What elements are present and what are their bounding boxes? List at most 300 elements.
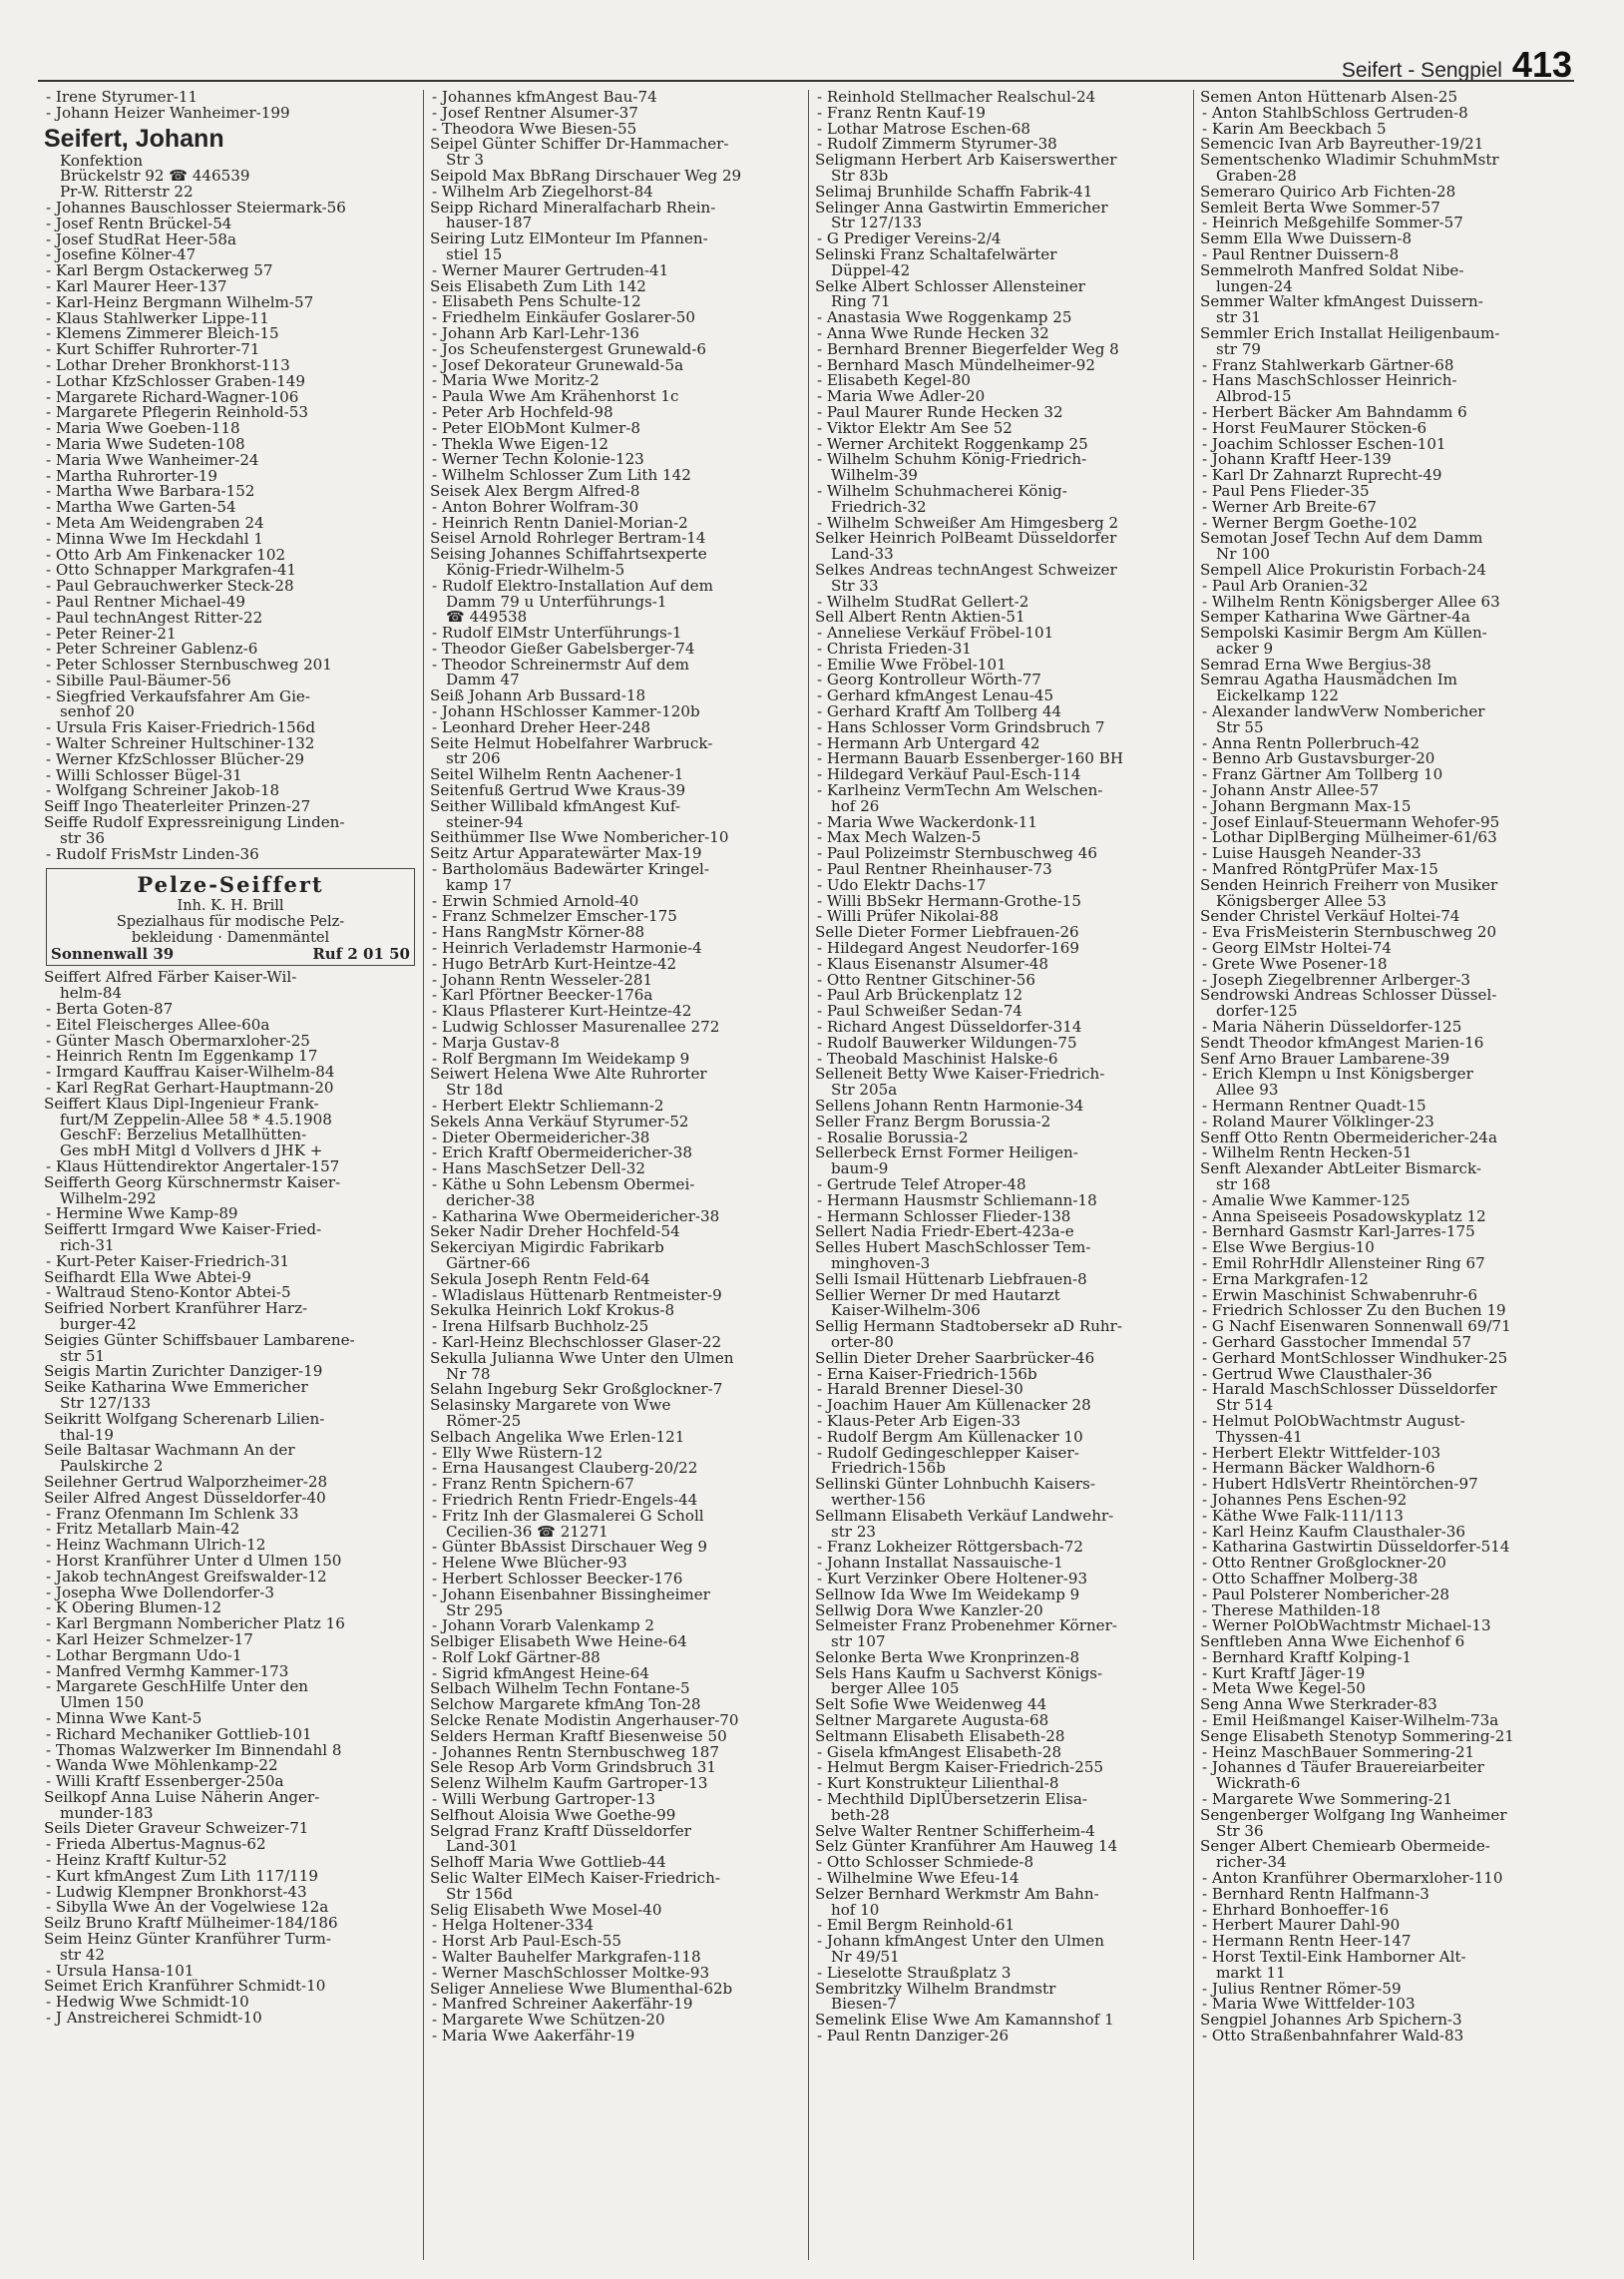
directory-entry: - Thomas Walzwerker Im Binnendahl 8 xyxy=(44,1743,417,1759)
directory-entry: - Josef Dekorateur Grunewald-5a xyxy=(430,358,802,374)
directory-entry: - Johann Anstr Allee-57 xyxy=(1200,783,1572,799)
directory-entry: Sellnow Ida Wwe Im Weidekamp 9 xyxy=(815,1585,1080,1603)
directory-entry: Seising Johannes Schiffahrtsexperte xyxy=(430,545,707,564)
entry-continuation: Str 33 xyxy=(831,576,879,595)
directory-entry: - Paul technAngest Ritter-22 xyxy=(44,611,417,627)
directory-entry: Seigis Martin Zurichter Danziger-19 xyxy=(44,1362,323,1381)
directory-entry: - Amalie Wwe Kammer-125 xyxy=(1200,1193,1572,1209)
directory-entry: - Emil Bergm Reinhold-61 xyxy=(815,1918,1187,1934)
directory-entry: - Theodor Gießer Gabelsberger-74 xyxy=(430,642,802,658)
directory-entry: - Bernhard Kraftf Kolping-1 xyxy=(1200,1650,1572,1666)
entry-continuation: Wilhelm-292 xyxy=(60,1188,157,1207)
directory-entry: - Heinrich Meßgehilfe Sommer-57 xyxy=(1200,216,1572,231)
directory-entry: - Wilhelm Schuhmacherei König- xyxy=(815,484,1187,500)
directory-entry: - Leonhard Dreher Heer-248 xyxy=(430,720,802,736)
directory-entry: Selli Ismail Hüttenarb Liebfrauen-8 xyxy=(815,1269,1087,1288)
directory-entry: - Karl-Heinz Blechschlosser Glaser-22 xyxy=(430,1335,802,1351)
directory-entry: Seitz Artur Apparatewärter Max-19 xyxy=(430,844,702,863)
directory-entry: - Rudolf Elektro-Installation Auf dem xyxy=(430,579,802,595)
ad-title: Pelze-Seiffert xyxy=(137,872,324,898)
directory-entry: - Hans MaschSetzer Dell-32 xyxy=(430,1161,802,1177)
directory-entry: Semelink Elise Wwe Am Kamannshof 1 xyxy=(815,2011,1114,2030)
directory-entry: - Willi Schlosser Bügel-31 xyxy=(44,768,417,784)
directory-entry: - Rudolf Bergm Am Küllenacker 10 xyxy=(815,1430,1187,1446)
directory-entry: - Paul Polsterer Nombericher-28 xyxy=(1200,1588,1572,1603)
directory-entry: - Sibylla Wwe An der Vogelwiese 12a xyxy=(44,1900,417,1916)
directory-entry: - Gertrud Wwe Clausthaler-36 xyxy=(1200,1367,1572,1383)
directory-entry: - Hermann Rentn Heer-147 xyxy=(1200,1934,1572,1950)
directory-entry: - Paul Arb Brückenplatz 12 xyxy=(815,988,1187,1004)
directory-entry: - Franz Ofenmann Im Schlenk 33 xyxy=(44,1507,417,1523)
entry-continuation: Gärtner-66 xyxy=(446,1253,531,1272)
directory-entry: - Katharina Gastwirtin Düsseldorfer-514 xyxy=(1200,1540,1572,1556)
entry-continuation: str 168 xyxy=(1216,1174,1271,1193)
directory-entry: - Josef StudRat Heer-58a xyxy=(44,232,417,248)
entry-continuation: Str 127/133 xyxy=(831,214,923,232)
directory-entry: - Johann Kraftf Heer-139 xyxy=(1200,452,1572,468)
directory-entry: - Franz Rentn Spichern-67 xyxy=(430,1477,802,1493)
directory-entry: - Otto Arb Am Finkenacker 102 xyxy=(44,548,417,564)
entry-continuation: Str 514 xyxy=(1216,1396,1274,1415)
ad-owner: Inh. K. H. Brill xyxy=(177,898,284,915)
directory-entry: - Emil RohrHdlr Allensteiner Ring 67 xyxy=(1200,1256,1572,1272)
directory-entry: Selkes Andreas technAngest Schweizer xyxy=(815,560,1117,579)
directory-entry: - Peter Reiner-21 xyxy=(44,627,417,643)
directory-entry: - Marja Gustav-8 xyxy=(430,1036,802,1052)
directory-entry: - J Anstreicherei Schmidt-10 xyxy=(44,2011,417,2027)
directory-entry: Sekulla Julianna Wwe Unter den Ulmen xyxy=(430,1348,734,1367)
directory-entry: Seile Baltasar Wachmann An der xyxy=(44,1441,295,1460)
entry-continuation: Albrod-15 xyxy=(1216,387,1292,406)
directory-entry: - Mechthild DiplÜbersetzerin Elisa- xyxy=(815,1792,1187,1808)
entry-continuation: str 31 xyxy=(1216,308,1262,327)
directory-entry: - Maria Wwe Moritz-2 xyxy=(430,373,802,389)
directory-entry: - Helmut PolObWachtmstr August- xyxy=(1200,1414,1572,1430)
directory-entry: - Eitel Fleischerges Allee-60a xyxy=(44,1018,417,1034)
directory-entry: - Hermann Bauarb Essenberger-160 BH xyxy=(815,751,1187,767)
directory-entry: - Manfred Schreiner Aakerfähr-19 xyxy=(430,1997,802,2013)
directory-entry: - Josef Rentn Brückel-54 xyxy=(44,217,417,232)
directory-entry: - Johannes Rentn Sternbuschweg 187 xyxy=(430,1745,802,1761)
directory-entry: Sellier Werner Dr med Hautarzt xyxy=(815,1285,1060,1304)
directory-entry: - Paul Pens Flieder-35 xyxy=(1200,484,1572,500)
directory-entry: Seis Elisabeth Zum Lith 142 xyxy=(430,276,646,295)
directory-entry: - Gertrude Telef Atroper-48 xyxy=(815,1177,1187,1193)
directory-entry: Seisek Alex Bergm Alfred-8 xyxy=(430,481,640,500)
directory-entry: Selt Sofie Wwe Weidenweg 44 xyxy=(815,1695,1047,1714)
directory-entry: - Karl Heizer Schmelzer-17 xyxy=(44,1632,417,1648)
entry-continuation: dericher-38 xyxy=(446,1190,536,1209)
directory-entry: - Reinhold Stellmacher Realschul-24 xyxy=(815,90,1187,106)
directory-entry: - Klaus Stahlwerker Lippe-11 xyxy=(44,311,417,327)
directory-entry: Sellens Johann Rentn Harmonie-34 xyxy=(815,1097,1084,1115)
directory-entry: Sengenberger Wolfgang Ing Wanheimer xyxy=(1200,1805,1507,1824)
directory-entry: Seimet Erich Kranführer Schmidt-10 xyxy=(44,1977,326,1996)
directory-entry: Selbach Angelika Wwe Erlen-121 xyxy=(430,1427,685,1446)
directory-entry: - Karl-Heinz Bergmann Wilhelm-57 xyxy=(44,295,417,311)
directory-entry: - Meta Am Weidengraben 24 xyxy=(44,516,417,532)
entry-continuation: Pr-W. Ritterstr 22 xyxy=(60,183,194,202)
directory-entry: Senff Otto Rentn Obermeidericher-24a xyxy=(1200,1128,1498,1146)
directory-entry: Seiwert Helena Wwe Alte Ruhrorter xyxy=(430,1065,707,1084)
directory-entry: - Wilhelm StudRat Gellert-2 xyxy=(815,595,1187,611)
directory-entry: - Martha Ruhrorter-19 xyxy=(44,469,417,485)
entry-continuation: ☎ 449538 xyxy=(446,608,528,627)
entry-continuation: Damm 79 u Unterführungs-1 xyxy=(446,592,667,611)
directory-entry: Seike Katharina Wwe Emmericher xyxy=(44,1378,308,1397)
running-head: Seifert - Sengpiel xyxy=(1341,59,1502,82)
directory-entry: - Kurt Schiffer Ruhrorter-71 xyxy=(44,342,417,358)
directory-column-4 xyxy=(1193,90,1578,2260)
directory-entry: - Karl Bergmann Nombericher Platz 16 xyxy=(44,1616,417,1632)
directory-entry: Senf Arno Brauer Lambarene-39 xyxy=(1200,1049,1450,1068)
directory-column-1 xyxy=(38,90,423,2260)
directory-entry: - Josef Einlauf-Steuermann Wehofer-95 xyxy=(1200,815,1572,831)
directory-entry: - Erna Hausangest Clauberg-20/22 xyxy=(430,1461,802,1477)
directory-entry: - Hans Schlosser Vorm Grindsbruch 7 xyxy=(815,720,1187,736)
directory-entry: - Wilhelm Schlosser Zum Lith 142 xyxy=(430,468,802,484)
directory-entry: - Irena Hilfsarb Buchholz-25 xyxy=(430,1319,802,1335)
directory-entry: - Jos Scheufenstergest Grunewald-6 xyxy=(430,342,802,358)
directory-entry: Semmelroth Manfred Soldat Nibe- xyxy=(1200,260,1464,279)
directory-entry: - Erich Kraftf Obermeidericher-38 xyxy=(430,1145,802,1161)
directory-entry: - Martha Wwe Garten-54 xyxy=(44,500,417,516)
directory-entry: - Maria Wwe Aakerfähr-19 xyxy=(430,2029,802,2045)
directory-entry: - Helga Holtener-334 xyxy=(430,1918,802,1934)
directory-entry: - Hermann Bäcker Waldhorn-6 xyxy=(1200,1461,1572,1477)
directory-entry: - Franz Gärtner Am Tollberg 10 xyxy=(1200,767,1572,783)
directory-entry: Seithümmer Ilse Wwe Nombericher-10 xyxy=(430,828,729,847)
directory-entry: - G Nachf Eisenwaren Sonnenwall 69/71 xyxy=(1200,1319,1572,1335)
directory-entry: - Franz Rentn Kauf-19 xyxy=(815,106,1187,122)
directory-entry: Seite Helmut Hobelfahrer Warbruck- xyxy=(430,733,713,752)
directory-entry: Selmeister Franz Probenehmer Körner- xyxy=(815,1616,1117,1635)
directory-entry: - Anna Rentn Pollerbruch-42 xyxy=(1200,736,1572,752)
directory-entry: Sembritzky Wilhelm Brandmstr xyxy=(815,1979,1056,1998)
directory-entry: - Sigrid kfmAngest Heine-64 xyxy=(430,1666,802,1682)
directory-entry: - Irene Styrumer-11 xyxy=(44,90,417,106)
directory-entry: - Johannes d Täufer Brauereiarbeiter xyxy=(1200,1760,1572,1776)
directory-entry: Selders Herman Kraftf Biesenweise 50 xyxy=(430,1726,727,1745)
directory-entry: - Wilhelmine Wwe Efeu-14 xyxy=(815,1871,1187,1887)
directory-entry: - Fritz Inh der Glasmalerei G Scholl xyxy=(430,1509,802,1525)
directory-entry: Selbiger Elisabeth Wwe Heine-64 xyxy=(430,1632,687,1651)
directory-entry: - Werner PolObWachtmstr Michael-13 xyxy=(1200,1618,1572,1634)
directory-entry: - Else Wwe Bergius-10 xyxy=(1200,1240,1572,1256)
entry-continuation: Str 55 xyxy=(1216,717,1264,736)
directory-entry: - Ursula Hansa-101 xyxy=(44,1964,417,1980)
directory-entry: Seiff Ingo Theaterleiter Prinzen-27 xyxy=(44,797,311,816)
entry-continuation: Str 36 xyxy=(1216,1821,1264,1840)
directory-entry: Seiffert Alfred Färber Kaiser-Wil- xyxy=(44,968,297,987)
directory-entry: Senden Heinrich Freiherr von Musiker xyxy=(1200,875,1498,894)
directory-entry: - Johann Heizer Wanheimer-199 xyxy=(44,106,417,122)
directory-entry: - Otto Straßenbahnfahrer Wald-83 xyxy=(1200,2029,1572,2045)
directory-entry: - Kurt Verzinker Obere Holtener-93 xyxy=(815,1572,1187,1588)
directory-entry: Sekulka Heinrich Lokf Krokus-8 xyxy=(430,1301,675,1320)
page-number: 413 xyxy=(1511,44,1572,85)
directory-entry: Seilz Bruno Kraftf Mülheimer-184/186 xyxy=(44,1914,338,1933)
directory-entry: - Christa Frieden-31 xyxy=(815,642,1187,658)
directory-entry: - Hermann Hausmstr Schliemann-18 xyxy=(815,1193,1187,1209)
entry-continuation: munder-183 xyxy=(60,1803,154,1822)
ad-phone: Ruf 2 01 50 xyxy=(312,945,410,964)
directory-entry: - Peter Schreiner Gablenz-6 xyxy=(44,642,417,658)
directory-entry: - Hans MaschSchlosser Heinrich- xyxy=(1200,373,1572,389)
directory-entry: - Wilhelm Schweißer Am Himgesberg 2 xyxy=(815,516,1187,532)
directory-entry: - Lothar Matrose Eschen-68 xyxy=(815,122,1187,138)
directory-entry: Selgrad Franz Kraftf Düsseldorfer xyxy=(430,1821,691,1840)
directory-entry: - Helmut Bergm Kaiser-Friedrich-255 xyxy=(815,1760,1187,1776)
directory-entry: Seiffe Rudolf Expressreinigung Linden- xyxy=(44,813,345,832)
directory-column-3 xyxy=(808,90,1193,2260)
directory-entry: - Waltraud Steno-Kontor Abtei-5 xyxy=(44,1285,417,1301)
directory-entry: Selenz Wilhelm Kaufm Gartroper-13 xyxy=(430,1774,708,1793)
directory-entry: - Theodora Wwe Biesen-55 xyxy=(430,122,802,138)
directory-entry: - Frieda Albertus-Magnus-62 xyxy=(44,1837,417,1853)
directory-entry: - Werner MaschSchlosser Moltke-93 xyxy=(430,1966,802,1982)
directory-entry: - Heinz Wachmann Ulrich-12 xyxy=(44,1538,417,1554)
directory-entry: - Erwin Schmied Arnold-40 xyxy=(430,894,802,910)
directory-entry: - Rosalie Borussia-2 xyxy=(815,1131,1187,1146)
directory-entry: Seilkopf Anna Luise Näherin Anger- xyxy=(44,1787,320,1806)
directory-entry: - Julius Rentner Römer-59 xyxy=(1200,1982,1572,1998)
entry-continuation: Nr 100 xyxy=(1216,545,1271,564)
entry-continuation: Land-33 xyxy=(831,545,894,564)
directory-entry: Selleneit Betty Wwe Kaiser-Friedrich- xyxy=(815,1065,1105,1084)
directory-entry: Seitenfuß Gertrud Wwe Kraus-39 xyxy=(430,781,686,800)
directory-entry: Sempolski Kasimir Bergm Am Küllen- xyxy=(1200,624,1487,643)
directory-entry: Sellinski Günter Lohnbuchh Kaisers- xyxy=(815,1475,1095,1494)
directory-entry: - Richard Angest Düsseldorfer-314 xyxy=(815,1020,1187,1036)
entry-continuation: baum-9 xyxy=(831,1159,889,1178)
directory-entry: Semencic Ivan Arb Bayreuther-19/21 xyxy=(1200,135,1484,154)
directory-entry: - Maria Wwe Wanheimer-24 xyxy=(44,453,417,469)
directory-entry: - Georg Kontrolleur Wörth-77 xyxy=(815,673,1187,688)
directory-entry: - Rolf Bergmann Im Weidekamp 9 xyxy=(430,1052,802,1068)
directory-entry: - Wolfgang Schreiner Jakob-18 xyxy=(44,783,417,799)
directory-entry: - Günter BbAssist Dirschauer Weg 9 xyxy=(430,1540,802,1556)
directory-entry: - Heinrich Rentn Im Eggenkamp 17 xyxy=(44,1049,417,1065)
directory-entry: - Rolf Lokf Gärtner-88 xyxy=(430,1650,802,1666)
directory-entry: - Karl Maurer Heer-137 xyxy=(44,279,417,295)
directory-entry: - Johannes Pens Eschen-92 xyxy=(1200,1493,1572,1509)
directory-entry: - Paul Rentner Duissern-8 xyxy=(1200,247,1572,263)
directory-entry: - Wilhelm Schuhm König-Friedrich- xyxy=(815,452,1187,468)
directory-entry: - Otto Rentner Gitschiner-56 xyxy=(815,973,1187,989)
directory-entry: - Johann Arb Karl-Lehr-136 xyxy=(430,326,802,342)
directory-entry: Seifferth Georg Kürschnermstr Kaiser- xyxy=(44,1172,341,1191)
directory-entry: - Ursula Fris Kaiser-Friedrich-156d xyxy=(44,720,417,736)
entry-continuation: orter-80 xyxy=(831,1332,894,1351)
directory-entry: - Hubert HdlsVertr Rheintörchen-97 xyxy=(1200,1477,1572,1493)
directory-entry: - Gisela kfmAngest Elisabeth-28 xyxy=(815,1745,1187,1761)
directory-entry: - Karl Bergm Ostackerweg 57 xyxy=(44,263,417,279)
directory-entry: - Max Mech Walzen-5 xyxy=(815,830,1187,846)
entry-continuation: hof 26 xyxy=(831,796,880,815)
directory-entry: - Herbert Elektr Schliemann-2 xyxy=(430,1099,802,1115)
directory-entry: - Werner Bergm Goethe-102 xyxy=(1200,516,1572,532)
directory-entry: Selle Dieter Former Liebfrauen-26 xyxy=(815,923,1079,942)
directory-entry: - Dieter Obermeidericher-38 xyxy=(430,1131,802,1146)
directory-entry: - Otto Schlosser Schmiede-8 xyxy=(815,1855,1187,1871)
directory-entry: Seligmann Herbert Arb Kaiserswerther xyxy=(815,151,1117,170)
directory-entry: Sempell Alice Prokuristin Forbach-24 xyxy=(1200,560,1486,579)
directory-entry: - Maria Wwe Sudeten-108 xyxy=(44,437,417,453)
directory-entry: - Klaus Hüttendirektor Angertaler-157 xyxy=(44,1159,417,1175)
directory-entry: Sendt Theodor kfmAngest Marien-16 xyxy=(1200,1033,1484,1052)
directory-entry: - Grete Wwe Posener-18 xyxy=(1200,957,1572,973)
entry-continuation: Allee 93 xyxy=(1216,1081,1279,1100)
entry-continuation: Thyssen-41 xyxy=(1216,1427,1303,1446)
directory-entry: - Karl Pförtner Beecker-176a xyxy=(430,988,802,1004)
directory-entry: - Siegfried Verkaufsfahrer Am Gie- xyxy=(44,689,417,705)
entry-continuation: Str 18d xyxy=(446,1081,504,1100)
directory-entry: - Helene Wwe Blücher-93 xyxy=(430,1556,802,1572)
directory-entry: - Käthe Wwe Falk-111/113 xyxy=(1200,1509,1572,1525)
entry-continuation: steiner-94 xyxy=(446,812,524,831)
directory-entry: - Maria Näherin Düsseldorfer-125 xyxy=(1200,1020,1572,1036)
entry-continuation: Ulmen 150 xyxy=(60,1693,145,1712)
directory-entry: Semotan Josef Techn Auf dem Damm xyxy=(1200,529,1483,548)
directory-entry: - Friedrich Schlosser Zu den Buchen 19 xyxy=(1200,1303,1572,1319)
directory-entry: - Paul Polizeimstr Sternbuschweg 46 xyxy=(815,846,1187,862)
directory-entry: - Kurt-Peter Kaiser-Friedrich-31 xyxy=(44,1254,417,1270)
directory-entry: Seiring Lutz ElMonteur Im Pfannen- xyxy=(430,229,708,248)
directory-entry: - Horst Textil-Eink Hamborner Alt- xyxy=(1200,1950,1572,1966)
directory-entry: - Joachim Hauer Am Küllenacker 28 xyxy=(815,1398,1187,1414)
entry-continuation: kamp 17 xyxy=(446,875,513,894)
directory-entry: Seiß Johann Arb Bussard-18 xyxy=(430,686,646,705)
entry-continuation: acker 9 xyxy=(1216,639,1274,658)
directory-entry: Seils Dieter Graveur Schweizer-71 xyxy=(44,1819,309,1838)
directory-entry: - Johannes Bauschlosser Steiermark-56 xyxy=(44,201,417,217)
directory-entry: Selasinsky Margarete von Wwe xyxy=(430,1396,671,1415)
directory-entry: - Herbert Elektr Wittfelder-103 xyxy=(1200,1446,1572,1462)
directory-entry: Sell Albert Rentn Aktien-51 xyxy=(815,608,1025,627)
directory-entry: - Luise Hausgeh Neander-33 xyxy=(1200,846,1572,862)
entry-continuation: Friedrich-156b xyxy=(831,1459,946,1478)
directory-entry: - Gerhard MontSchlosser Windhuker-25 xyxy=(1200,1351,1572,1367)
entry-continuation: Biesen-7 xyxy=(831,1995,897,2014)
directory-entry: - Rudolf Gedingeschlepper Kaiser- xyxy=(815,1446,1187,1462)
directory-entry: - Johann Rentn Wesseler-281 xyxy=(430,973,802,989)
directory-entry: Seipp Richard Mineralfacharb Rhein- xyxy=(430,198,716,217)
directory-entry: Sellmann Elisabeth Verkäuf Landwehr- xyxy=(815,1506,1114,1525)
directory-entry: - Anton StahlbSchloss Gertruden-8 xyxy=(1200,106,1572,122)
directory-entry: - Maria Wwe Goeben-118 xyxy=(44,421,417,437)
entry-continuation: beth-28 xyxy=(831,1805,890,1824)
directory-entry: Sekels Anna Verkäuf Styrumer-52 xyxy=(430,1112,689,1131)
directory-entry: - Erna Kaiser-Friedrich-156b xyxy=(815,1367,1187,1383)
directory-entry: Sellin Dieter Dreher Saarbrücker-46 xyxy=(815,1348,1095,1367)
directory-entry: - Paul Maurer Runde Hecken 32 xyxy=(815,405,1187,421)
directory-entry: - Viktor Elektr Am See 52 xyxy=(815,421,1187,437)
directory-entry: - K Obering Blumen-12 xyxy=(44,1600,417,1616)
directory-entry: - Klaus-Peter Arb Eigen-33 xyxy=(815,1414,1187,1430)
directory-entry: - Hildegard Angest Neudorfer-169 xyxy=(815,941,1187,957)
entry-continuation: König-Friedr-Wilhelm-5 xyxy=(446,560,625,579)
entry-continuation: Str 156d xyxy=(446,1884,513,1903)
directory-entry: - Maria Wwe Wackerdonk-11 xyxy=(815,815,1187,831)
entry-continuation: minghoven-3 xyxy=(831,1253,931,1272)
directory-entry: Seiffert Klaus Dipl-Ingenieur Frank- xyxy=(44,1094,319,1113)
directory-entry: - Meta Wwe Kegel-50 xyxy=(1200,1681,1572,1697)
directory-entry: - Anna Speiseeis Posadowskyplatz 12 xyxy=(1200,1209,1572,1225)
directory-entry: - Anna Wwe Runde Hecken 32 xyxy=(815,326,1187,342)
directory-entry: - Franz Lokheizer Röttgersbach-72 xyxy=(815,1540,1187,1556)
entry-continuation: Ring 71 xyxy=(831,292,891,311)
directory-entry: - Willi Werbung Gartroper-13 xyxy=(430,1792,802,1808)
directory-entry: Selchow Margarete kfmAng Ton-28 xyxy=(430,1695,701,1714)
directory-entry: Seigies Günter Schiffsbauer Lambarene- xyxy=(44,1330,355,1349)
directory-entry: Sele Resop Arb Vorm Grindsbruch 31 xyxy=(430,1758,716,1777)
directory-entry: - Horst FeuMaurer Stöcken-6 xyxy=(1200,421,1572,437)
directory-entry: - Josef Rentner Alsumer-37 xyxy=(430,106,802,122)
directory-entry: - Horst Arb Paul-Esch-55 xyxy=(430,1934,802,1950)
directory-entry: Senft Alexander AbtLeiter Bismarck- xyxy=(1200,1159,1481,1178)
entry-continuation: Str 3 xyxy=(446,151,485,170)
entry-continuation: berger Allee 105 xyxy=(831,1679,960,1698)
directory-entry: - Roland Maurer Völklinger-23 xyxy=(1200,1115,1572,1131)
entry-continuation: markt 11 xyxy=(1216,1963,1286,1982)
directory-entry: - Erna Markgrafen-12 xyxy=(1200,1272,1572,1288)
directory-entry: - Karl Dr Zahnarzt Ruprecht-49 xyxy=(1200,468,1572,484)
directory-entry: - Anastasia Wwe Roggenkamp 25 xyxy=(815,310,1187,326)
directory-entry: Selles Hubert MaschSchlosser Tem- xyxy=(815,1238,1091,1257)
directory-entry: - Ehrhard Bonhoeffer-16 xyxy=(1200,1903,1572,1919)
directory-entry: - Günter Masch Obermarxloher-25 xyxy=(44,1034,417,1050)
directory-entry: - Werner Techn Kolonie-123 xyxy=(430,452,802,468)
directory-entry: - Eva FrisMeisterin Sternbuschweg 20 xyxy=(1200,925,1572,941)
entry-continuation: Kaiser-Wilhelm-306 xyxy=(831,1301,981,1320)
entry-continuation: Friedrich-32 xyxy=(831,497,927,516)
entry-continuation: GeschF: Berzelius Metallhütten- xyxy=(60,1126,307,1144)
directory-entry: - Werner Arb Breite-67 xyxy=(1200,500,1572,516)
entry-continuation: Wickrath-6 xyxy=(1216,1774,1301,1793)
directory-entry: - Harald Brenner Diesel-30 xyxy=(815,1382,1187,1398)
directory-entry: - Berta Goten-87 xyxy=(44,1002,417,1018)
directory-entry: Selve Walter Rentner Schifferheim-4 xyxy=(815,1821,1095,1840)
directory-entry: - Karlheinz VermTechn Am Welschen- xyxy=(815,783,1187,799)
directory-entry: Semleit Berta Wwe Sommer-57 xyxy=(1200,198,1440,217)
directory-entry: - Wilhelm Arb Ziegelhorst-84 xyxy=(430,185,802,201)
entry-continuation: Str 83b xyxy=(831,166,889,185)
entry-continuation: richer-34 xyxy=(1216,1853,1287,1872)
directory-entry: Sellig Hermann Stadtobersekr aD Ruhr- xyxy=(815,1317,1122,1336)
directory-entry: - Joachim Schlosser Eschen-101 xyxy=(1200,437,1572,453)
directory-entry: - Karl Heinz Kaufm Clausthaler-36 xyxy=(1200,1525,1572,1541)
directory-entry: - Peter Arb Hochfeld-98 xyxy=(430,405,802,421)
directory-entry: - Rudolf Bauwerker Wildungen-75 xyxy=(815,1036,1187,1052)
directory-entry: - Margarete Wwe Sommering-21 xyxy=(1200,1792,1572,1808)
directory-entry: - Lothar KfzSchlosser Graben-149 xyxy=(44,374,417,390)
directory-entry: - Hedwig Wwe Schmidt-10 xyxy=(44,1995,417,2011)
directory-entry: - Erwin Maschinist Schwabenruhr-6 xyxy=(1200,1288,1572,1304)
directory-entry: Selz Günter Kranführer Am Hauweg 14 xyxy=(815,1837,1118,1856)
directory-entry: Seitel Wilhelm Rentn Aachener-1 xyxy=(430,765,684,784)
directory-entry: - Manfred Vermhg Kammer-173 xyxy=(44,1664,417,1680)
directory-entry: - Anton Bohrer Wolfram-30 xyxy=(430,500,802,516)
directory-entry: - Gerhard Kraftf Am Tollberg 44 xyxy=(815,704,1187,720)
directory-entry: - Kurt kfmAngest Zum Lith 117/119 xyxy=(44,1869,417,1885)
heading-entry: Seifert, Johann xyxy=(44,124,224,153)
directory-entry: - Paul Schweißer Sedan-74 xyxy=(815,1004,1187,1020)
directory-entry: - Rudolf ElMstr Unterführungs-1 xyxy=(430,626,802,642)
directory-entry: Semeraro Quirico Arb Fichten-28 xyxy=(1200,182,1456,201)
directory-entry: - Hermann Schlosser Flieder-138 xyxy=(815,1209,1187,1225)
directory-entry: Selbach Wilhelm Techn Fontane-5 xyxy=(430,1679,690,1698)
